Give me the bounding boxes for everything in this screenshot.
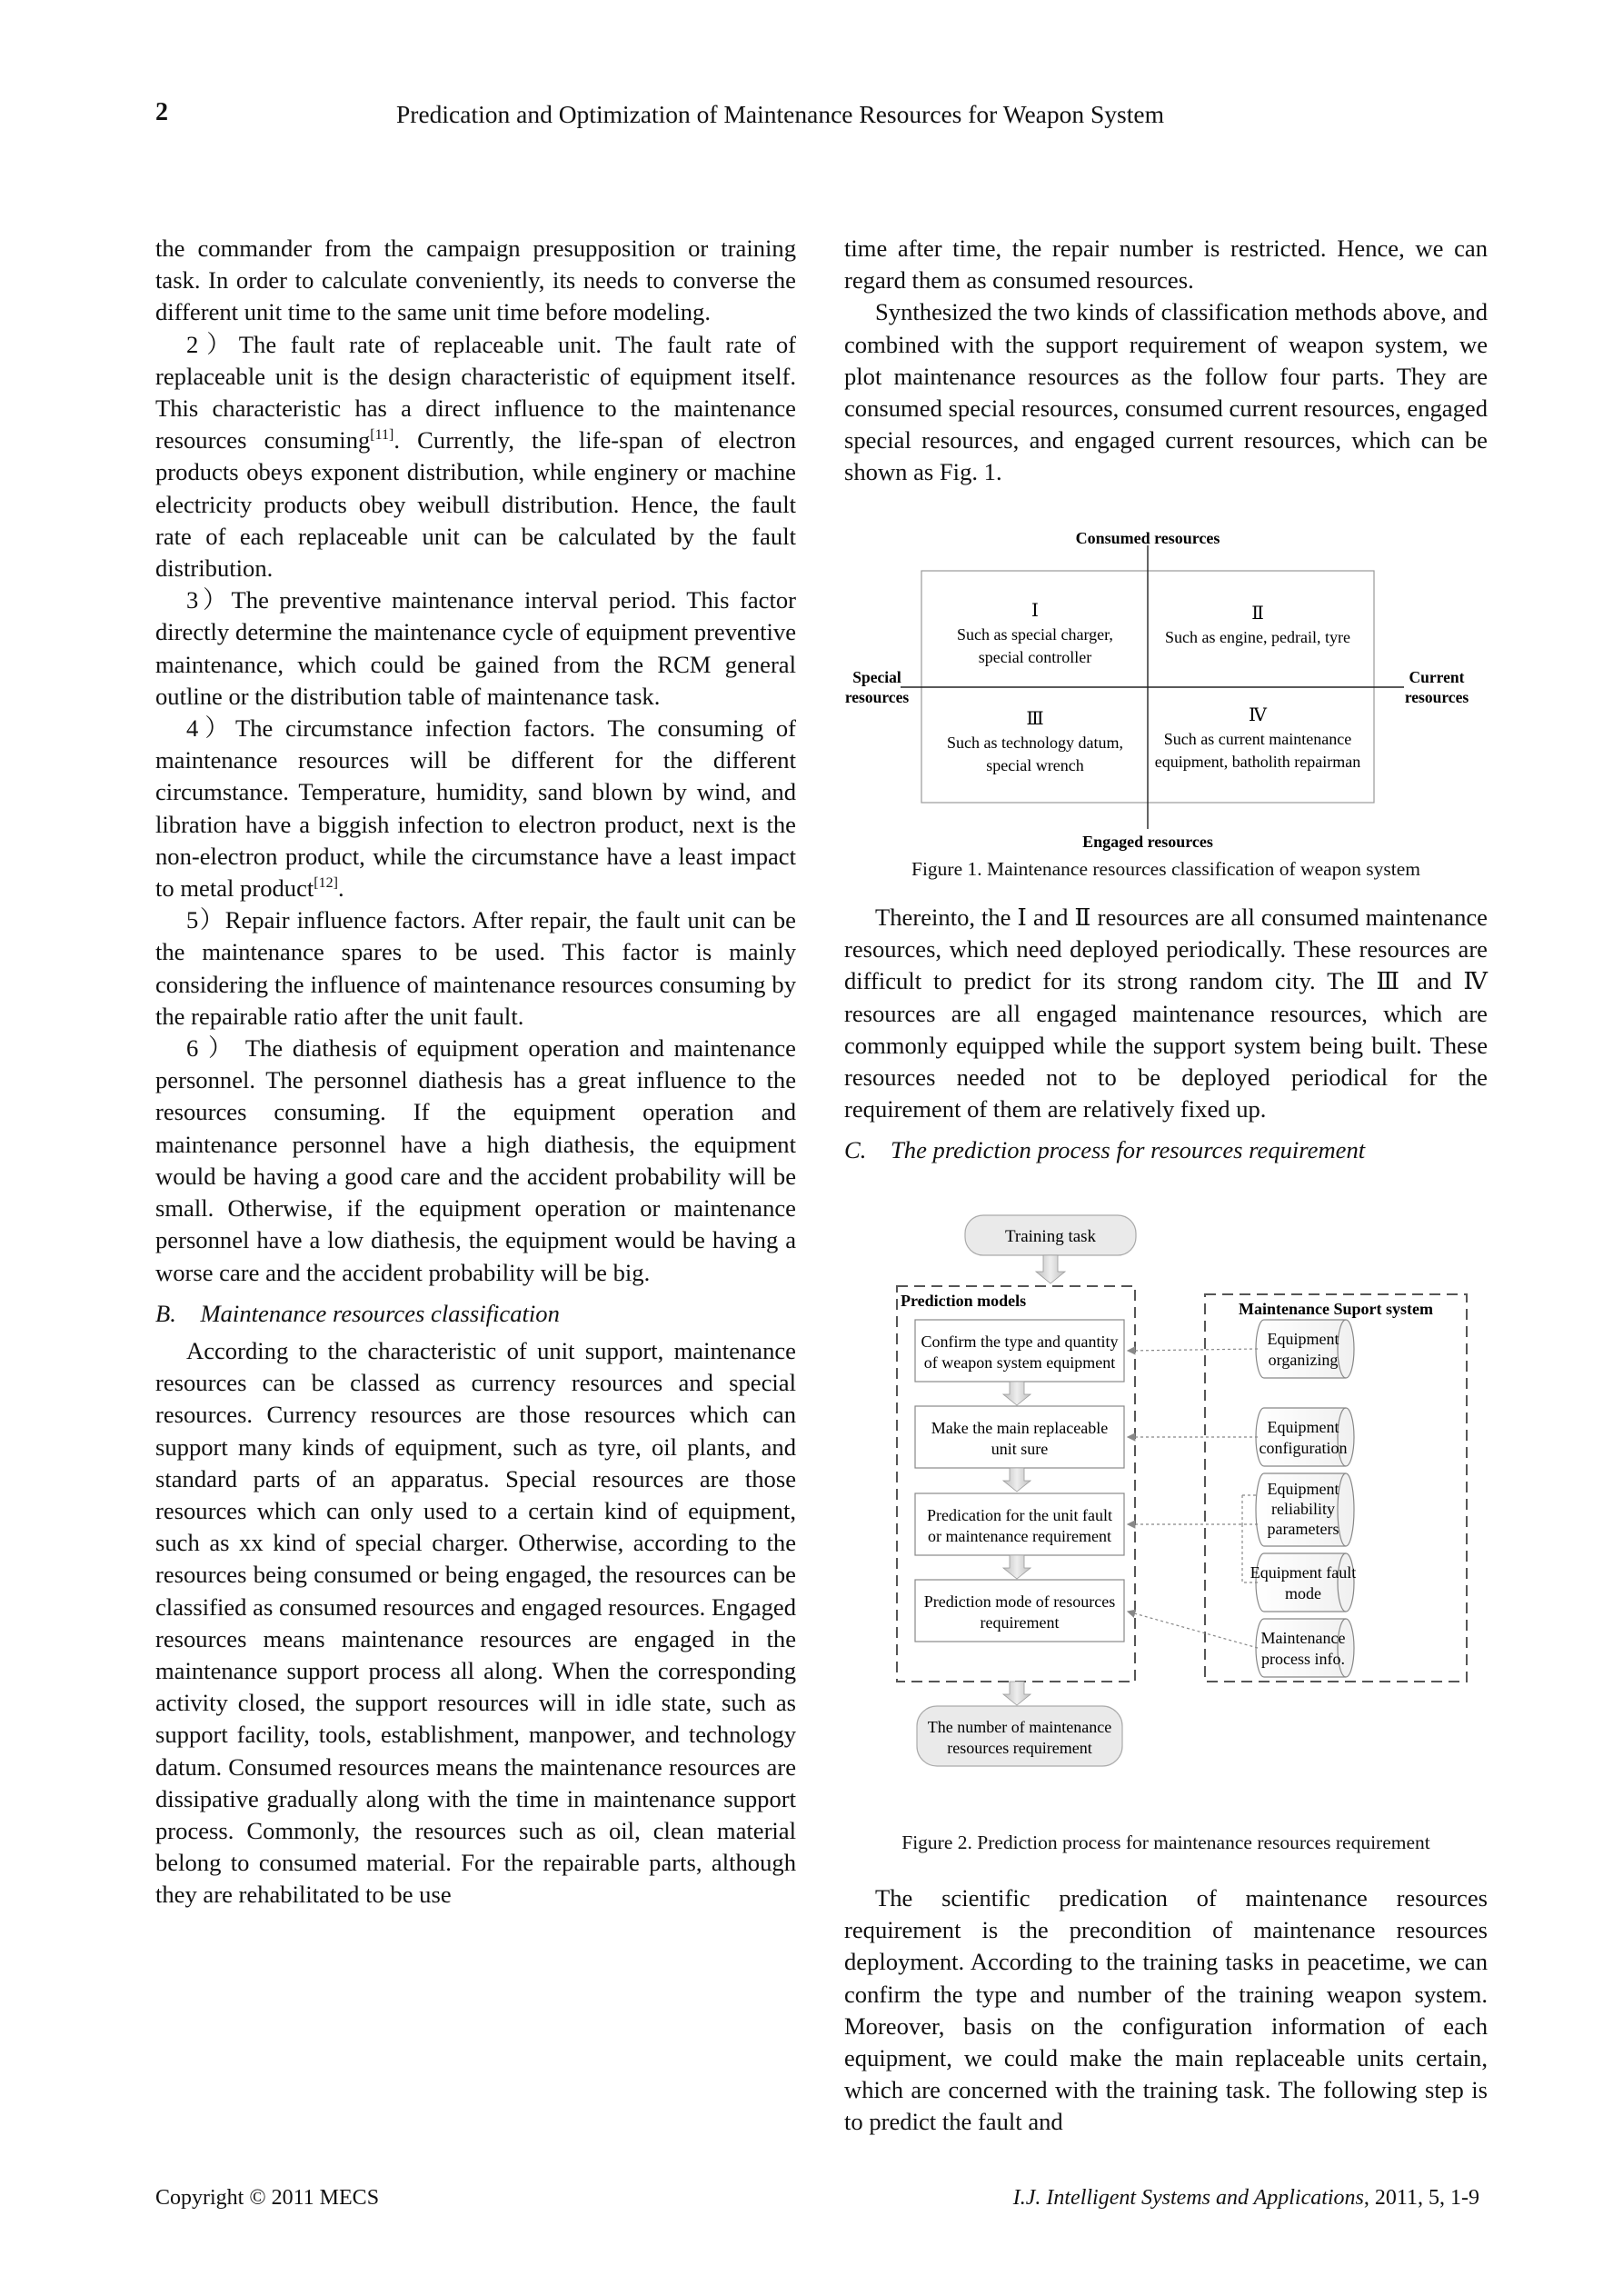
left-paragraph-2: 2）The fault rate of replaceable unit. The fault rate of replaceable unit is the design characteristic of equipment itself. This characteristic has a direct influence to the maintenance resources consuming[11]. Currently, the life-span of electron products obeys exponent distribution, while enginery or machine electricity products obey weibull distribution. Hence, the fault rate of each replaceable unit can be calculated by the fault distribution. (155, 330, 796, 583)
svg-text:mode: mode (1285, 1584, 1321, 1602)
axis-label-right-1: Current (1409, 668, 1465, 686)
footer-copyright: Copyright © 2011 MECS (155, 2186, 380, 2210)
quadrant-4-text-2: equipment, batholith repairman (1154, 753, 1361, 771)
end-node (917, 1706, 1122, 1766)
svg-text:organizing: organizing (1268, 1351, 1339, 1369)
figure-1-caption: Figure 1. Maintenance resources classification of weapon system (911, 858, 1421, 880)
svg-text:Prediction mode of resources: Prediction mode of resources (923, 1592, 1116, 1611)
end-node-label-2: resources requirement (947, 1739, 1092, 1757)
section-heading-b: B. Maintenance resources classification (155, 1299, 560, 1327)
quadrant-3-text-2: special wrench (986, 756, 1084, 774)
figure-2-prediction-process (844, 1213, 1488, 1795)
db-equipment-fault-mode (1250, 1553, 1356, 1612)
figure-2-caption: Figure 2. Prediction process for maintenance resources requirement (901, 1832, 1430, 1853)
quadrant-2-text-1: Such as engine, pedrail, tyre (1165, 628, 1350, 646)
svg-text:or maintenance requirement: or maintenance requirement (928, 1527, 1111, 1545)
step-1-box (915, 1320, 1124, 1382)
end-node-label-1: The number of maintenance (927, 1718, 1112, 1736)
db-equipment-organizing (1256, 1320, 1354, 1378)
quadrant-3-number: Ⅲ (1026, 709, 1044, 729)
left-paragraph-5: 5）Repair influence factors. After repair, the fault unit can be the maintenance spares to be used. This factor is mainly considering the influence of maintenance resources consuming by the repairable ratio after the unit fault. (155, 906, 796, 1030)
citation-11[interactable]: [11] (370, 427, 394, 444)
left-paragraph-4: 4）The circumstance infection factors. The consuming of maintenance resources will be different for the different circumstance. Temperature, humidity, sand blown by wind, and libration have a biggish infection to electron product, next is the non-electron product, while the circumstance have a least impact to metal product[12]. (155, 714, 796, 903)
axis-label-left-1: Special (852, 668, 901, 686)
svg-text:unit sure: unit sure (991, 1440, 1049, 1458)
quadrant-1-text-1: Such as special charger, (957, 625, 1113, 644)
quadrant-2-number: Ⅱ (1251, 604, 1264, 624)
svg-text:of weapon system equipment: of weapon system equipment (923, 1353, 1116, 1372)
left-paragraph-7: According to the characteristic of unit support, maintenance resources can be classed as currency resources and special resources. Currency resources are those resources which can support many kinds of equipment, such as tyre, oil plants, and standard parts of an apparatus. Special resources are those resources which can only used to a certain kind of equipment, such as xx kind of special charger. Otherwise, according to the resources being consumed or being engaged, the resources can be classified as consumed resources and engaged resources. Engaged resources means maintenance resources are engaged in the maintenance support process all along. When the corresponding activity closed, the support resources will in idle state, such as support facility, tools, establishment, manpower, and technology datum. Consumed resources means the maintenance resources are dissipative gradually along with the time in maintenance support process. Commonly, the resources such as oil, clean material belong to consumed material. For the repairable parts, although they are rehabilitated to be use (155, 1336, 796, 1909)
support-system-label: Maintenance Suport system (1239, 1300, 1433, 1318)
right-column-bottom (844, 1882, 1488, 2139)
svg-text:parameters: parameters (1267, 1520, 1339, 1538)
axis-label-bottom: Engaged resources (1082, 833, 1213, 851)
quadrant-4-number: Ⅳ (1249, 705, 1267, 725)
footer-journal: I.J. Intelligent Systems and Applications, 2011, 5, 1-9 (1012, 2186, 1479, 2210)
quadrant-4-text-1: Such as current maintenance (1163, 730, 1352, 748)
figure-1-classification-diagram (844, 527, 1488, 856)
db-maintenance-process (1256, 1619, 1354, 1677)
svg-text:Confirm the type and quantity: Confirm the type and quantity (921, 1333, 1119, 1351)
right-paragraph-1: time after time, the repair number is restricted. Hence, we can regard them as consumed resources. (844, 235, 1488, 294)
svg-text:Equipment: Equipment (1267, 1418, 1339, 1436)
quadrant-3-text-1: Such as technology datum, (947, 734, 1123, 752)
axis-label-right-2: resources (1404, 688, 1469, 706)
axis-label-left-2: resources (844, 688, 910, 706)
quadrant-1-text-2: special controller (978, 648, 1092, 666)
svg-text:reliability: reliability (1271, 1500, 1335, 1518)
right-column-top (844, 233, 1488, 489)
running-title: Predication and Optimization of Maintenance Resources for Weapon System (396, 100, 1164, 128)
step-2-box (915, 1406, 1124, 1468)
right-paragraph-4: The scientific predication of maintenance resources requirement is the precondition of maintenance resources deployment. According to the training tasks in peacetime, we can confirm the type and number of the training weapon system. Moreover, basis on the configuration information of each equipment, we could make the main replaceable units certain, which are concerned with the training task. The following step is to predict the fault and (844, 1884, 1488, 2136)
citation-12[interactable]: [12] (314, 875, 338, 892)
step-4-box (915, 1580, 1124, 1642)
right-paragraph-3: Thereinto, the Ⅰ and Ⅱ resources are all consumed maintenance resources, which need deployed periodically. These resources are difficult to predict for its strong random city. The Ⅲ and Ⅳ resources are all engaged maintenance resources, which are commonly equipped while the support system being built. These resources needed not to be deployed periodical for the requirement of them are relatively fixed up. (844, 903, 1488, 1123)
svg-text:Predication for the unit fault: Predication for the unit fault (927, 1506, 1112, 1524)
left-column (155, 233, 796, 1912)
step-3-box (915, 1493, 1124, 1555)
db-equipment-configuration (1256, 1408, 1354, 1466)
prediction-models-label: Prediction models (901, 1292, 1027, 1310)
left-paragraph-6: 6 ） The diathesis of equipment operation and maintenance personnel. The personnel diathesis has a great influence to the resources consuming. If the equipment operation and maintenance personnel have a high diathesis, the equipment would be having a good care and the accident probability will be small. Otherwise, if the equipment operation or maintenance personnel have a low diathesis, the equipment would be having a worse care and the accident probability will be big. (155, 1034, 796, 1286)
right-paragraph-2: Synthesized the two kinds of classification methods above, and combined with the support requirement of weapon system, we plot maintenance resources as the follow four parts. They are consumed special resources, consumed current resources, engaged special resources, and engaged current resources, which can be shown as Fig. 1. (844, 298, 1488, 486)
svg-text:Maintenance: Maintenance (1260, 1629, 1346, 1647)
svg-text:process info.: process info. (1261, 1650, 1345, 1668)
svg-text:Make the main replaceable: Make the main replaceable (931, 1419, 1109, 1437)
svg-text:requirement: requirement (980, 1613, 1060, 1632)
page-number: 2 (155, 98, 168, 126)
quadrant-1-number: Ⅰ (1031, 601, 1039, 621)
axis-label-top: Consumed resources (1075, 529, 1220, 547)
right-column-middle (844, 902, 1488, 1173)
left-paragraph-3: 3）The preventive maintenance interval period. This factor directly determine the maintenance cycle of equipment preventive maintenance, which could be gained from the RCM general outline or the distribution table of maintenance task. (155, 586, 796, 710)
left-paragraph-1: the commander from the campaign presupposition or training task. In order to calculate conveniently, its needs to converse the different unit time to the same unit time before modeling. (155, 235, 796, 326)
svg-text:Equipment: Equipment (1267, 1330, 1339, 1348)
svg-text:Equipment fault: Equipment fault (1250, 1563, 1357, 1582)
svg-text:Equipment: Equipment (1267, 1480, 1339, 1498)
start-node-label: Training task (1004, 1227, 1097, 1246)
db-equipment-reliability (1256, 1473, 1354, 1546)
section-heading-c: C. The prediction process for resources requirement (844, 1136, 1366, 1164)
svg-text:configuration: configuration (1259, 1439, 1348, 1457)
